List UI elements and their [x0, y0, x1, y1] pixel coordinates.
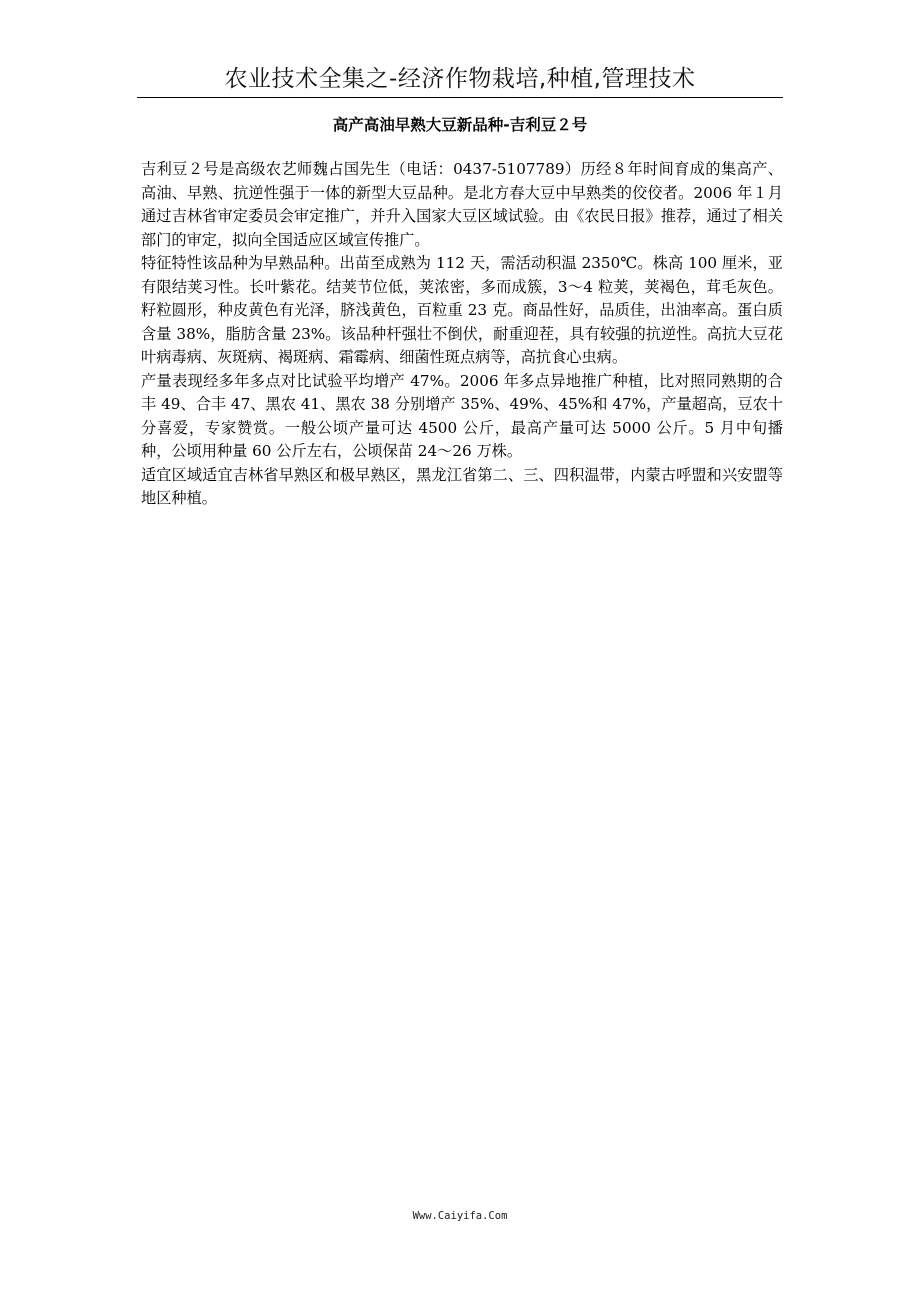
header-divider — [137, 97, 783, 98]
paragraph-suitable-regions: 适宜区域适宜吉林省早熟区和极早熟区，黑龙江省第二、三、四积温带，内蒙古呼盟和兴安盟等地区种植。 — [141, 465, 783, 507]
page-header-title: 农业技术全集之-经济作物栽培,种植,管理技术 — [224, 66, 696, 92]
paragraph-intro: 吉利豆２号是高级农艺师魏占国先生（电话：0437-5107789）历经８年时间育成的集高产、高油、早熟、抗逆性强于一体的新型大豆品种。是北方春大豆中早熟类的佼佼者。2006 年１月通过吉林省审定委员会审定推广，并升入国家大豆区域试验。由《农民日报》推荐，通过了相关部门的审定，拟向全国适应区域宣传推广。 — [141, 160, 783, 249]
document-title: 高产高油早熟大豆新品种-吉利豆２号 — [332, 116, 588, 134]
paragraph-characteristics: 特征特性该品种为早熟品种。出苗至成熟为 112 天，需活动积温 2350℃。株高 100 厘米，亚有限结荚习性。长叶紫花。结荚节位低，荚浓密，多而成簇，3～4 粒荚，荚褐色，茸毛灰色。籽粒圆形，种皮黄色有光泽，脐浅黄色，百粒重 23 克。商品性好，品质佳，出油率高。蛋白质含量 38%，脂肪含量 23%。该品种杆强壮不倒伏，耐重迎茬，具有较强的抗逆性。高抗大豆花叶病毒病、灰斑病、褐斑病、霜霉病、细菌性斑点病等，高抗食心虫病。 — [141, 254, 783, 366]
paragraph-yield: 产量表现经多年多点对比试验平均增产 47%。2006 年多点异地推广种植，比对照同熟期的合丰 49、合丰 47、黑农 41、黑农 38 分别增产 35%、49%、45%和 47%，产量超高，豆农十分喜爱，专家赞赏。一般公顷产量可达 4500 公斤，最高产量可达 5000 公斤。5 月中旬播种，公顷用种量 60 公斤左右，公顷保苗 24～26 万株。 — [141, 371, 783, 460]
page-footer-url: Www.Caiyifa.Com — [412, 1210, 508, 1222]
document-body — [141, 158, 783, 511]
